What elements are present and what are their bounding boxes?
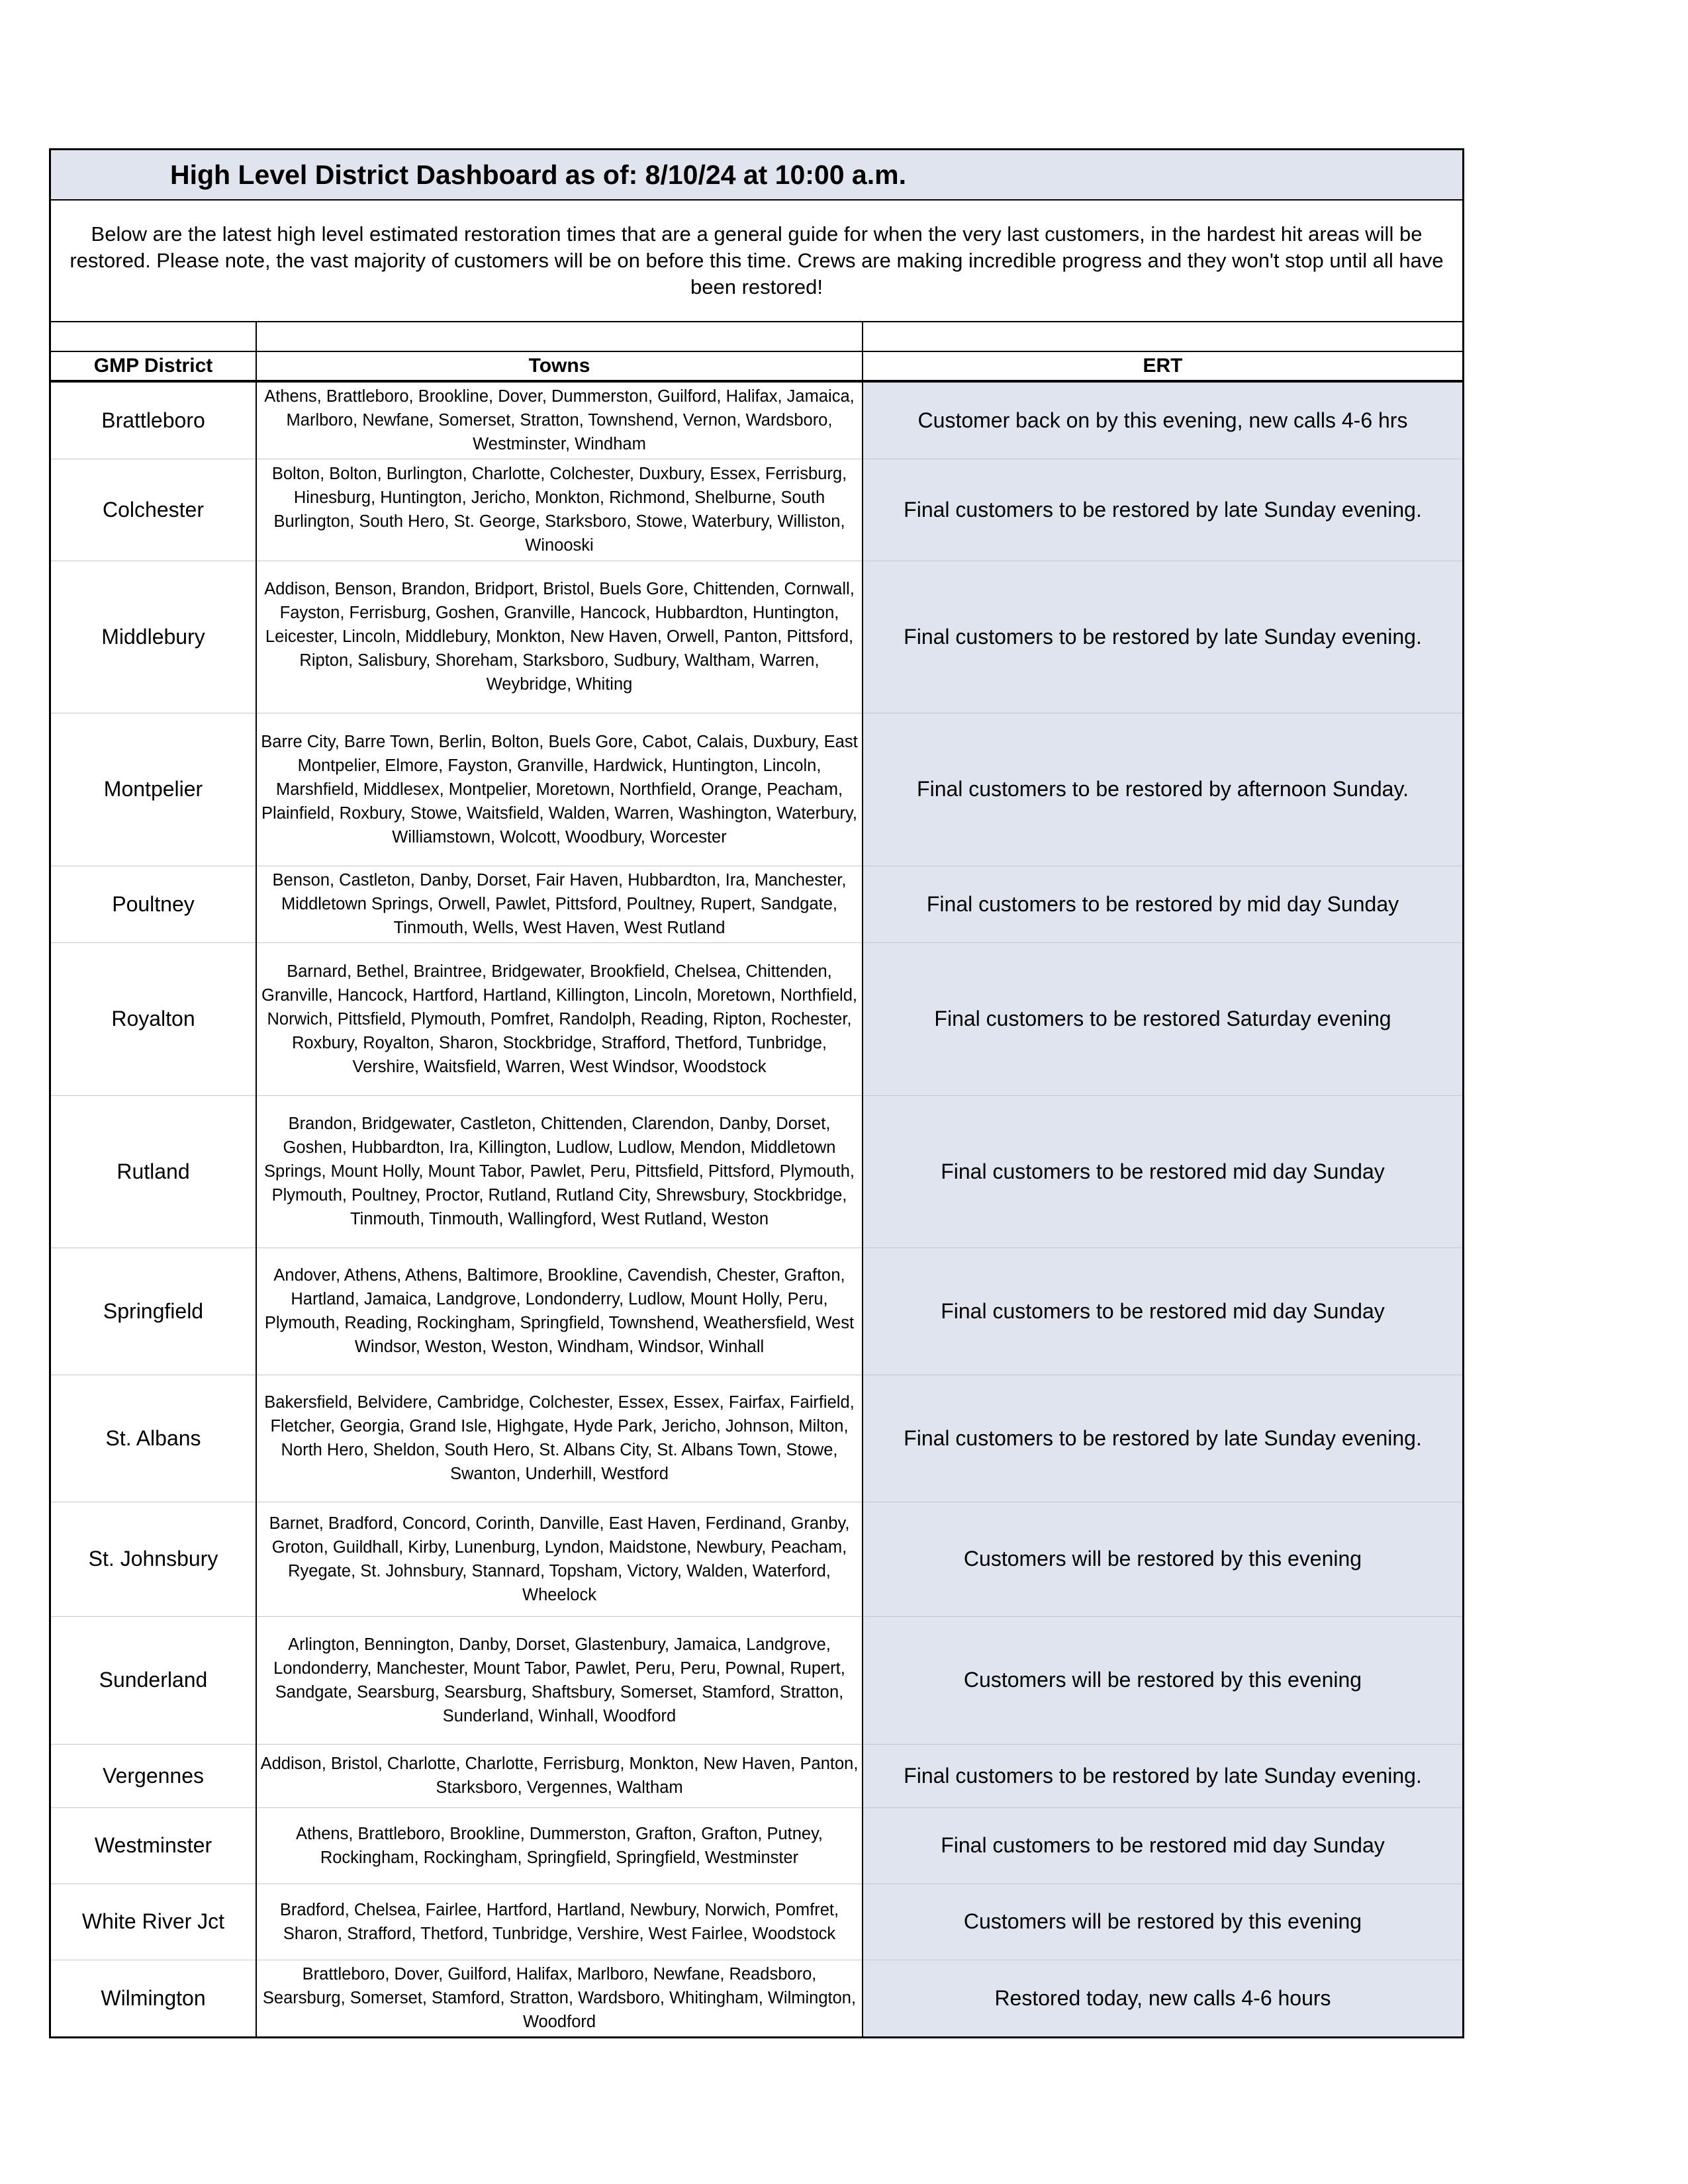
district-cell: Poultney <box>51 866 256 942</box>
table-row <box>51 1884 1462 1960</box>
district-cell: Wilmington <box>51 1960 256 2036</box>
district-cell: St. Albans <box>51 1375 256 1502</box>
district-dashboard-sheet <box>49 148 1464 2038</box>
spacer-cell <box>256 322 863 351</box>
towns-cell: Bakersfield, Belvidere, Cambridge, Colchester, Essex, Essex, Fairfax, Fairfield, Fletcher, Georgia, Grand Isle, Highgate, Hyde Park, Jericho, Johnson, Milton, North Hero, Sheldon, South Hero, St. Albans City, St. Albans Town, Stowe, Swanton, Underhill, Westford <box>256 1375 863 1502</box>
table-row <box>51 866 1462 942</box>
table-row <box>51 1616 1462 1744</box>
ert-cell: Final customers to be restored by mid day Sunday <box>863 866 1462 942</box>
ert-cell: Customer back on by this evening, new calls 4-6 hrs <box>863 381 1462 459</box>
table-row <box>51 942 1462 1095</box>
table-row <box>51 1502 1462 1616</box>
column-header-district: GMP District <box>51 351 256 381</box>
district-cell: Montpelier <box>51 713 256 866</box>
table-row <box>51 1807 1462 1884</box>
district-table <box>51 322 1462 2036</box>
district-cell: St. Johnsbury <box>51 1502 256 1616</box>
district-cell: Rutland <box>51 1095 256 1248</box>
ert-cell: Final customers to be restored mid day Sunday <box>863 1248 1462 1375</box>
towns-cell: Barnard, Bethel, Braintree, Bridgewater, Brookfield, Chelsea, Chittenden, Granville, Hancock, Hartford, Hartland, Killington, Lincoln, Moretown, Northfield, Norwich, Pittsfield, Plymouth, Pomfret, Randolph, Reading, Ripton, Rochester, Roxbury, Royalton, Sharon, Stockbridge, Strafford, Thetford, Tunbridge, Vershire, Waitsfield, Warren, West Windsor, Woodstock <box>256 942 863 1095</box>
dashboard-intro: Below are the latest high level estimated restoration times that are a general guide for when the very last customers, in the hardest hit areas will be restored. Please note, the vast majority of customers will be on before this time. Crews are making incredible progress and they won't stop until all have been restored! <box>51 201 1462 322</box>
district-cell: Colchester <box>51 459 256 561</box>
district-cell: Westminster <box>51 1807 256 1884</box>
ert-cell: Final customers to be restored mid day Sunday <box>863 1095 1462 1248</box>
table-row <box>51 1095 1462 1248</box>
ert-cell: Customers will be restored by this evening <box>863 1884 1462 1960</box>
towns-cell: Bolton, Bolton, Burlington, Charlotte, Colchester, Duxbury, Essex, Ferrisburg, Hinesburg, Huntington, Jericho, Monkton, Richmond, Shelburne, South Burlington, South Hero, St. George, Starksboro, Stowe, Waterbury, Williston, Winooski <box>256 459 863 561</box>
towns-cell: Athens, Brattleboro, Brookline, Dover, Dummerston, Guilford, Halifax, Jamaica, Marlboro, Newfane, Somerset, Stratton, Townshend, Vernon, Wardsboro, Westminster, Windham <box>256 381 863 459</box>
dashboard-title: High Level District Dashboard as of: 8/10/24 at 10:00 a.m. <box>51 150 1462 201</box>
ert-cell: Customers will be restored by this evening <box>863 1616 1462 1744</box>
ert-cell: Restored today, new calls 4-6 hours <box>863 1960 1462 2036</box>
towns-cell: Addison, Benson, Brandon, Bridport, Bristol, Buels Gore, Chittenden, Cornwall, Fayston, Ferrisburg, Goshen, Granville, Hancock, Hubbardton, Huntington, Leicester, Lincoln, Middlebury, Monkton, New Haven, Orwell, Panton, Pittsford, Ripton, Salisbury, Shoreham, Starksboro, Sudbury, Waltham, Warren, Weybridge, Whiting <box>256 561 863 713</box>
towns-cell: Barre City, Barre Town, Berlin, Bolton, Buels Gore, Cabot, Calais, Duxbury, East Montpelier, Elmore, Fayston, Granville, Hardwick, Huntington, Lincoln, Marshfield, Middlesex, Montpelier, Moretown, Northfield, Orange, Peacham, Plainfield, Roxbury, Stowe, Waitsfield, Walden, Warren, Washington, Waterbury, Williamstown, Wolcott, Woodbury, Worcester <box>256 713 863 866</box>
ert-cell: Final customers to be restored mid day Sunday <box>863 1807 1462 1884</box>
towns-cell: Andover, Athens, Athens, Baltimore, Brookline, Cavendish, Chester, Grafton, Hartland, Jamaica, Landgrove, Londonderry, Ludlow, Mount Holly, Peru, Plymouth, Reading, Rockingham, Springfield, Townshend, Weathersfield, West Windsor, Weston, Weston, Windham, Windsor, Winhall <box>256 1248 863 1375</box>
towns-cell: Barnet, Bradford, Concord, Corinth, Danville, East Haven, Ferdinand, Granby, Groton, Guildhall, Kirby, Lunenburg, Lyndon, Maidstone, Newbury, Peacham, Ryegate, St. Johnsbury, Stannard, Topsham, Victory, Walden, Waterford, Wheelock <box>256 1502 863 1616</box>
table-row <box>51 713 1462 866</box>
table-row <box>51 381 1462 459</box>
district-cell: Royalton <box>51 942 256 1095</box>
table-row <box>51 561 1462 713</box>
spacer-cell <box>863 322 1462 351</box>
ert-cell: Customers will be restored by this evening <box>863 1502 1462 1616</box>
towns-cell: Bradford, Chelsea, Fairlee, Hartford, Hartland, Newbury, Norwich, Pomfret, Sharon, Strafford, Thetford, Tunbridge, Vershire, West Fairlee, Woodstock <box>256 1884 863 1960</box>
spacer-cell <box>51 322 256 351</box>
towns-cell: Athens, Brattleboro, Brookline, Dummerston, Grafton, Grafton, Putney, Rockingham, Rockingham, Springfield, Springfield, Westminster <box>256 1807 863 1884</box>
ert-cell: Final customers to be restored Saturday evening <box>863 942 1462 1095</box>
table-row <box>51 1744 1462 1807</box>
table-row <box>51 1248 1462 1375</box>
ert-cell: Final customers to be restored by late Sunday evening. <box>863 561 1462 713</box>
towns-cell: Benson, Castleton, Danby, Dorset, Fair Haven, Hubbardton, Ira, Manchester, Middletown Springs, Orwell, Pawlet, Pittsford, Poultney, Rupert, Sandgate, Tinmouth, Wells, West Haven, West Rutland <box>256 866 863 942</box>
ert-cell: Final customers to be restored by late Sunday evening. <box>863 1375 1462 1502</box>
table-row <box>51 1375 1462 1502</box>
spacer-row <box>51 322 1462 351</box>
table-row <box>51 1960 1462 2036</box>
header-row <box>51 351 1462 381</box>
district-cell: Middlebury <box>51 561 256 713</box>
ert-cell: Final customers to be restored by late Sunday evening. <box>863 1744 1462 1807</box>
towns-cell: Arlington, Bennington, Danby, Dorset, Glastenbury, Jamaica, Landgrove, Londonderry, Manchester, Mount Tabor, Pawlet, Peru, Peru, Pownal, Rupert, Sandgate, Searsburg, Searsburg, Shaftsbury, Somerset, Stamford, Stratton, Sunderland, Winhall, Woodford <box>256 1616 863 1744</box>
table-row <box>51 459 1462 561</box>
district-cell: Springfield <box>51 1248 256 1375</box>
ert-cell: Final customers to be restored by afternoon Sunday. <box>863 713 1462 866</box>
district-cell: Sunderland <box>51 1616 256 1744</box>
column-header-ert: ERT <box>863 351 1462 381</box>
district-cell: Vergennes <box>51 1744 256 1807</box>
ert-cell: Final customers to be restored by late Sunday evening. <box>863 459 1462 561</box>
towns-cell: Addison, Bristol, Charlotte, Charlotte, Ferrisburg, Monkton, New Haven, Panton, Starksboro, Vergennes, Waltham <box>256 1744 863 1807</box>
towns-cell: Brandon, Bridgewater, Castleton, Chittenden, Clarendon, Danby, Dorset, Goshen, Hubbardton, Ira, Killington, Ludlow, Ludlow, Mendon, Middletown Springs, Mount Holly, Mount Tabor, Pawlet, Peru, Pittsfield, Pittsford, Plymouth, Plymouth, Poultney, Proctor, Rutland, Rutland City, Shrewsbury, Stockbridge, Tinmouth, Tinmouth, Wallingford, West Rutland, Weston <box>256 1095 863 1248</box>
towns-cell: Brattleboro, Dover, Guilford, Halifax, Marlboro, Newfane, Readsboro, Searsburg, Somerset, Stamford, Stratton, Wardsboro, Whitingham, Wilmington, Woodford <box>256 1960 863 2036</box>
column-header-towns: Towns <box>256 351 863 381</box>
district-cell: Brattleboro <box>51 381 256 459</box>
district-cell: White River Jct <box>51 1884 256 1960</box>
